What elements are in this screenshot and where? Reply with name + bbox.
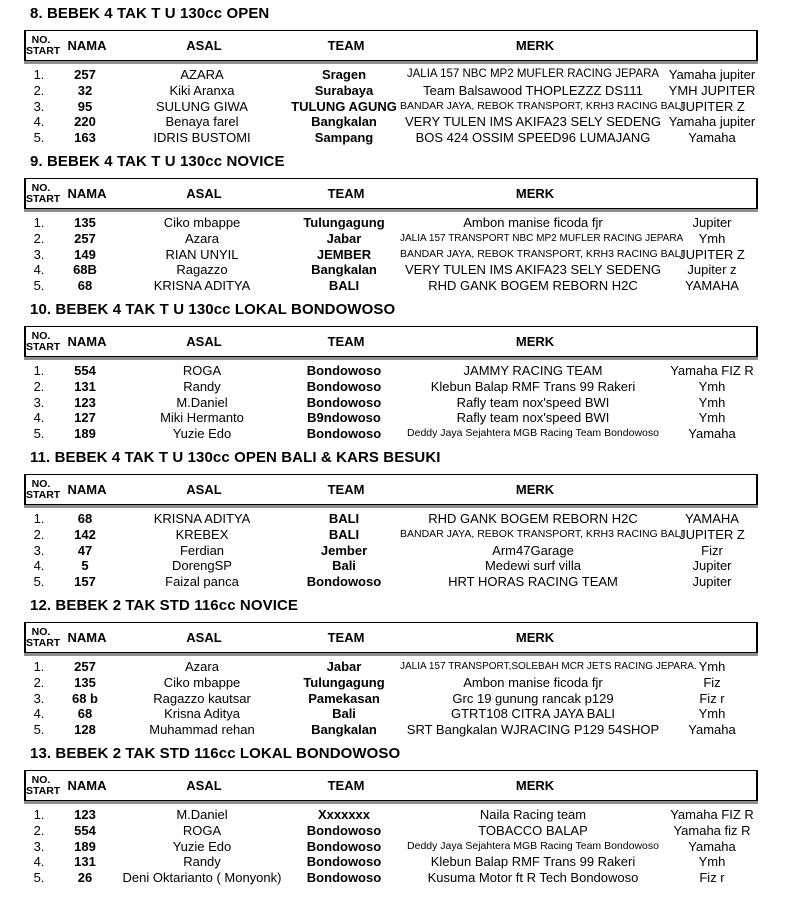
column-header-team: TEAM xyxy=(327,777,365,793)
column-header-asal: ASAL xyxy=(186,37,222,53)
table-row xyxy=(24,574,758,590)
cell-row-number: 5. xyxy=(33,278,45,294)
column-header-no: NO. xyxy=(31,773,51,786)
column-header-start: START xyxy=(26,636,61,649)
cell-merk: Ymh xyxy=(698,854,726,870)
column-header-start: START xyxy=(26,192,61,205)
cell-team: JALIA 157 TRANSPORT NBC MP2 MUFLER RACING JEPARA xyxy=(400,233,684,245)
cell-nama: Ragazzo xyxy=(176,262,228,278)
table-header-row xyxy=(24,622,758,653)
table-row xyxy=(24,675,758,691)
section-title: 13. BEBEK 2 TAK STD 116cc LOKAL BONDOWOSO xyxy=(30,745,401,762)
cell-row-number: 2. xyxy=(33,823,45,839)
cell-merk: Yamaha xyxy=(688,130,736,146)
column-header-no: NO. xyxy=(31,33,51,46)
cell-asal: Bondowoso xyxy=(306,854,382,870)
column-header-no-start xyxy=(26,773,61,797)
cell-asal: TULUNG AGUNG xyxy=(291,98,397,114)
race-class-section xyxy=(24,744,800,892)
cell-team: Ambon manise ficoda fjr xyxy=(463,215,603,231)
cell-no-start: 127 xyxy=(74,410,96,426)
cell-team: VERY TULEN IMS AKIFA23 SELY SEDENG xyxy=(404,114,662,130)
cell-asal: Sragen xyxy=(321,67,367,83)
cell-asal: Bali xyxy=(332,706,356,722)
cell-team: Team Balsawood THOPLEZZZ DS111 xyxy=(423,83,643,99)
cell-asal: Bangkalan xyxy=(311,262,377,278)
entry-table xyxy=(24,30,758,145)
cell-no-start: 68 xyxy=(77,706,93,722)
table-row xyxy=(24,542,758,558)
cell-no-start: 68 xyxy=(77,511,93,527)
cell-asal: Tulungagung xyxy=(303,215,385,231)
table-row xyxy=(24,706,758,722)
column-header-no-start xyxy=(26,329,61,353)
cell-nama: DorengSP xyxy=(172,558,232,574)
column-header-nama: NAMA xyxy=(67,629,107,645)
cell-merk: Yamaha FIZ R xyxy=(670,363,754,379)
cell-no-start: 68 b xyxy=(71,690,98,706)
cell-row-number: 2. xyxy=(33,379,45,395)
cell-nama: ROGA xyxy=(182,363,222,379)
cell-asal: Pamekasan xyxy=(308,690,380,706)
table-row xyxy=(24,426,758,442)
cell-no-start: 68 xyxy=(77,278,93,294)
cell-no-start: 554 xyxy=(74,823,96,839)
cell-team: JALIA 157 NBC MP2 MUFLER RACING JEPARA xyxy=(406,68,660,81)
cell-team: Ambon manise ficoda fjr xyxy=(463,675,603,691)
cell-nama: Ferdian xyxy=(179,542,225,558)
cell-team: Arm47Garage xyxy=(492,542,574,558)
column-header-nama: NAMA xyxy=(67,37,107,53)
cell-merk: JUPITER Z xyxy=(679,98,745,114)
cell-asal: Bondowoso xyxy=(306,823,382,839)
cell-merk: Yamaha jupiter xyxy=(668,114,756,130)
table-row xyxy=(24,854,758,870)
cell-merk: JUPITER Z xyxy=(679,246,745,262)
entry-table xyxy=(24,326,758,441)
table-header-row xyxy=(24,178,758,209)
cell-asal: Tulungagung xyxy=(303,675,385,691)
cell-row-number: 1. xyxy=(33,363,45,379)
cell-merk: Yamaha jupiter xyxy=(668,67,756,83)
cell-merk: Jupiter z xyxy=(687,262,737,278)
cell-nama: M.Daniel xyxy=(176,394,228,410)
section-title: 11. BEBEK 4 TAK T U 130cc OPEN BALI & KARS BESUKI xyxy=(30,449,441,466)
table-row xyxy=(24,114,758,130)
cell-nama: ROGA xyxy=(182,823,222,839)
table-row xyxy=(24,807,758,823)
cell-row-number: 3. xyxy=(33,690,45,706)
cell-row-number: 4. xyxy=(33,706,45,722)
column-header-asal: ASAL xyxy=(186,629,222,645)
table-row xyxy=(24,722,758,738)
cell-no-start: 26 xyxy=(77,870,93,886)
cell-nama: Ciko mbappe xyxy=(163,675,241,691)
table-row xyxy=(24,410,758,426)
table-row xyxy=(24,246,758,262)
table-row xyxy=(24,130,758,146)
cell-no-start: 131 xyxy=(74,854,96,870)
column-header-nama: NAMA xyxy=(67,481,107,497)
cell-no-start: 157 xyxy=(74,574,96,590)
cell-row-number: 2. xyxy=(33,83,45,99)
column-header-merk: MERK xyxy=(515,333,555,349)
cell-no-start: 123 xyxy=(74,807,96,823)
cell-asal: JEMBER xyxy=(316,246,372,262)
cell-row-number: 4. xyxy=(33,558,45,574)
cell-nama: Ragazzo kautsar xyxy=(153,690,251,706)
cell-team: JALIA 157 TRANSPORT,SOLEBAH MCR JETS RACING JEPARA. xyxy=(400,661,697,673)
cell-no-start: 68B xyxy=(73,262,97,278)
cell-team: Deddy Jaya Sejahtera MGB Racing Team Bondowoso xyxy=(407,427,659,440)
table-header-row xyxy=(24,770,758,801)
column-header-no: NO. xyxy=(31,625,51,638)
cell-no-start: 257 xyxy=(74,67,96,83)
cell-no-start: 189 xyxy=(74,426,96,442)
table-row xyxy=(24,83,758,99)
cell-merk: YMH JUPITER xyxy=(668,83,756,99)
cell-nama: AZARA xyxy=(180,67,224,83)
cell-row-number: 1. xyxy=(33,511,45,527)
column-header-nama: NAMA xyxy=(67,333,107,349)
table-body xyxy=(24,360,758,441)
cell-row-number: 3. xyxy=(33,98,45,114)
column-header-no: NO. xyxy=(31,477,51,490)
cell-asal: Jember xyxy=(320,542,368,558)
cell-merk: JUPITER Z xyxy=(679,527,745,543)
cell-no-start: 47 xyxy=(77,542,93,558)
entry-table xyxy=(24,770,758,885)
cell-no-start: 163 xyxy=(74,130,96,146)
cell-no-start: 257 xyxy=(74,231,96,247)
cell-merk: Yamaha xyxy=(688,426,736,442)
cell-merk: Yamaha xyxy=(688,722,736,738)
table-body xyxy=(24,804,758,885)
table-row xyxy=(24,379,758,395)
cell-no-start: 220 xyxy=(74,114,96,130)
cell-row-number: 1. xyxy=(33,659,45,675)
cell-merk: YAMAHA xyxy=(685,278,739,294)
cell-merk: Fizr xyxy=(701,542,723,558)
table-row xyxy=(24,870,758,886)
cell-asal: Bondowoso xyxy=(306,574,382,590)
cell-merk: Yamaha FIZ R xyxy=(670,807,754,823)
cell-asal: Jabar xyxy=(326,659,362,675)
cell-no-start: 142 xyxy=(74,527,96,543)
cell-row-number: 5. xyxy=(33,426,45,442)
cell-merk: Fiz xyxy=(703,675,721,691)
column-header-no-start xyxy=(26,477,61,501)
cell-no-start: 123 xyxy=(74,394,96,410)
cell-asal: Bondowoso xyxy=(306,838,382,854)
table-row xyxy=(24,67,758,83)
cell-row-number: 4. xyxy=(33,854,45,870)
cell-team: Kusuma Motor ft R Tech Bondowoso xyxy=(427,870,639,886)
column-header-asal: ASAL xyxy=(186,777,222,793)
table-body xyxy=(24,656,758,737)
table-row xyxy=(24,838,758,854)
column-header-team: TEAM xyxy=(327,185,365,201)
race-class-section xyxy=(24,300,800,448)
race-class-section xyxy=(24,152,800,300)
table-row xyxy=(24,262,758,278)
cell-team: RHD GANK BOGEM REBORN H2C xyxy=(428,511,638,527)
cell-no-start: 131 xyxy=(74,379,96,395)
cell-team: Rafly team nox'speed BWI xyxy=(456,410,610,426)
column-header-nama: NAMA xyxy=(67,777,107,793)
cell-asal: Surabaya xyxy=(314,83,374,99)
race-class-section xyxy=(24,448,800,596)
cell-team: Klebun Balap RMF Trans 99 Rakeri xyxy=(430,379,636,395)
cell-merk: Ymh xyxy=(698,706,726,722)
cell-merk: Ymh xyxy=(698,394,726,410)
cell-row-number: 3. xyxy=(33,246,45,262)
cell-asal: B9ndowoso xyxy=(307,410,381,426)
cell-merk: Fiz r xyxy=(699,870,725,886)
cell-row-number: 5. xyxy=(33,870,45,886)
cell-no-start: 128 xyxy=(74,722,96,738)
table-row xyxy=(24,363,758,379)
cell-nama: Miki Hermanto xyxy=(160,410,244,426)
cell-nama: Randy xyxy=(183,854,221,870)
cell-asal: Bondowoso xyxy=(306,379,382,395)
cell-asal: Bondowoso xyxy=(306,870,382,886)
cell-nama: Yuzie Edo xyxy=(172,426,232,442)
column-header-no-start xyxy=(26,181,61,205)
column-header-team: TEAM xyxy=(327,629,365,645)
cell-asal: Xxxxxxx xyxy=(317,807,371,823)
cell-merk: Jupiter xyxy=(692,215,732,231)
table-row xyxy=(24,558,758,574)
cell-no-start: 135 xyxy=(74,675,96,691)
column-header-no: NO. xyxy=(31,329,51,342)
cell-merk: Ymh xyxy=(698,231,726,247)
cell-row-number: 2. xyxy=(33,527,45,543)
cell-merk: Jupiter xyxy=(692,558,732,574)
cell-asal: BALI xyxy=(328,278,360,294)
table-header-row xyxy=(24,326,758,357)
cell-nama: Azara xyxy=(185,231,219,247)
entry-table xyxy=(24,178,758,293)
column-header-start: START xyxy=(26,488,61,501)
cell-team: Medewi surf villa xyxy=(484,558,582,574)
cell-no-start: 149 xyxy=(74,246,96,262)
cell-asal: Bondowoso xyxy=(306,426,382,442)
cell-row-number: 1. xyxy=(33,67,45,83)
cell-row-number: 5. xyxy=(33,722,45,738)
column-header-merk: MERK xyxy=(515,185,555,201)
cell-team: BANDAR JAYA, REBOK TRANSPORT, KRH3 RACING BALI xyxy=(400,528,684,541)
cell-nama: Faizal panca xyxy=(165,574,239,590)
cell-nama: Randy xyxy=(183,379,221,395)
cell-team: JAMMY RACING TEAM xyxy=(463,363,603,379)
cell-row-number: 1. xyxy=(33,807,45,823)
cell-nama: Muhammad rehan xyxy=(149,722,255,738)
cell-team: Deddy Jaya Sejahtera MGB Racing Team Bondowoso xyxy=(407,839,659,852)
table-body xyxy=(24,212,758,293)
cell-nama: Ciko mbappe xyxy=(163,215,241,231)
table-row xyxy=(24,659,758,675)
cell-no-start: 135 xyxy=(74,215,96,231)
table-row xyxy=(24,278,758,294)
cell-asal: Bangkalan xyxy=(311,114,377,130)
cell-nama: KRISNA ADITYA xyxy=(153,278,251,294)
column-header-start: START xyxy=(26,784,61,797)
cell-asal: Bondowoso xyxy=(306,394,382,410)
table-row xyxy=(24,215,758,231)
cell-nama: IDRIS BUSTOMI xyxy=(153,130,251,146)
cell-nama: RIAN UNYIL xyxy=(165,246,239,262)
entry-table xyxy=(24,622,758,737)
cell-team: SRT Bangkalan WJRACING P129 54SHOP xyxy=(406,722,660,738)
section-title: 12. BEBEK 2 TAK STD 116cc NOVICE xyxy=(30,597,299,614)
table-row xyxy=(24,527,758,543)
table-row xyxy=(24,231,758,247)
cell-no-start: 257 xyxy=(74,659,96,675)
entry-table xyxy=(24,474,758,589)
cell-team: Naila Racing team xyxy=(479,807,587,823)
table-row xyxy=(24,98,758,114)
cell-team: BOS 424 OSSIM SPEED96 LUMAJANG xyxy=(415,130,651,146)
cell-nama: SULUNG GIWA xyxy=(156,98,248,114)
cell-team: RHD GANK BOGEM REBORN H2C xyxy=(428,278,638,294)
column-header-start: START xyxy=(26,44,61,57)
cell-team: BANDAR JAYA, REBOK TRANSPORT, KRH3 RACING BALI xyxy=(400,247,684,260)
column-header-merk: MERK xyxy=(515,629,555,645)
column-header-merk: MERK xyxy=(515,481,555,497)
cell-asal: Jabar xyxy=(326,231,362,247)
cell-team: Rafly team nox'speed BWI xyxy=(456,394,610,410)
column-header-nama: NAMA xyxy=(67,185,107,201)
column-header-no-start xyxy=(26,33,61,57)
cell-no-start: 189 xyxy=(74,838,96,854)
cell-asal: Sampang xyxy=(314,130,374,146)
cell-team: HRT HORAS RACING TEAM xyxy=(448,574,618,590)
cell-merk: Ymh xyxy=(698,379,726,395)
cell-row-number: 4. xyxy=(33,410,45,426)
column-header-no-start xyxy=(26,625,61,649)
cell-row-number: 3. xyxy=(33,542,45,558)
table-row xyxy=(24,690,758,706)
cell-row-number: 2. xyxy=(33,675,45,691)
section-title: 8. BEBEK 4 TAK T U 130cc OPEN xyxy=(30,5,270,22)
column-header-asal: ASAL xyxy=(186,185,222,201)
column-header-team: TEAM xyxy=(327,481,365,497)
cell-asal: Bali xyxy=(332,558,356,574)
cell-nama: Krisna Aditya xyxy=(164,706,240,722)
table-body xyxy=(24,64,758,145)
section-title: 9. BEBEK 4 TAK T U 130cc NOVICE xyxy=(30,153,285,170)
cell-asal: BALI xyxy=(328,511,360,527)
column-header-merk: MERK xyxy=(515,37,555,53)
cell-merk: YAMAHA xyxy=(685,511,739,527)
column-header-team: TEAM xyxy=(327,37,365,53)
column-header-asal: ASAL xyxy=(186,481,222,497)
cell-merk: Fiz r xyxy=(699,690,725,706)
cell-row-number: 5. xyxy=(33,574,45,590)
cell-row-number: 1. xyxy=(33,215,45,231)
column-header-asal: ASAL xyxy=(186,333,222,349)
cell-row-number: 2. xyxy=(33,231,45,247)
column-header-merk: MERK xyxy=(515,777,555,793)
cell-asal: Bangkalan xyxy=(311,722,377,738)
cell-merk: Ymh xyxy=(698,659,726,675)
table-row xyxy=(24,394,758,410)
cell-no-start: 5 xyxy=(81,558,89,574)
cell-row-number: 3. xyxy=(33,838,45,854)
cell-row-number: 4. xyxy=(33,262,45,278)
cell-team: BANDAR JAYA, REBOK TRANSPORT, KRH3 RACING BALI xyxy=(400,99,684,112)
cell-team: Klebun Balap RMF Trans 99 Rakeri xyxy=(430,854,636,870)
cell-no-start: 95 xyxy=(77,98,93,114)
section-title: 10. BEBEK 4 TAK T U 130cc LOKAL BONDOWOSO xyxy=(30,301,396,318)
cell-merk: Jupiter xyxy=(692,574,732,590)
cell-merk: Ymh xyxy=(698,410,726,426)
table-header-row xyxy=(24,474,758,505)
table-header-row xyxy=(24,30,758,61)
race-class-section xyxy=(24,596,800,744)
cell-row-number: 3. xyxy=(33,394,45,410)
table-row xyxy=(24,511,758,527)
cell-team: GTRT108 CITRA JAYA BALI xyxy=(450,706,615,722)
column-header-team: TEAM xyxy=(327,333,365,349)
cell-nama: Benaya farel xyxy=(165,114,239,130)
cell-nama: M.Daniel xyxy=(176,807,228,823)
cell-nama: Deni Oktarianto ( Monyonk) xyxy=(122,870,282,886)
cell-row-number: 4. xyxy=(33,114,45,130)
table-row xyxy=(24,823,758,839)
cell-nama: KREBEX xyxy=(175,527,229,543)
cell-team: VERY TULEN IMS AKIFA23 SELY SEDENG xyxy=(404,262,662,278)
cell-team: Grc 19 gunung rancak p129 xyxy=(452,690,614,706)
cell-nama: KRISNA ADITYA xyxy=(153,511,251,527)
column-header-no: NO. xyxy=(31,181,51,194)
cell-row-number: 5. xyxy=(33,130,45,146)
column-header-start: START xyxy=(26,340,61,353)
cell-nama: Yuzie Edo xyxy=(172,838,232,854)
cell-no-start: 32 xyxy=(77,83,93,99)
cell-asal: Bondowoso xyxy=(306,363,382,379)
cell-nama: Kiki Aranxa xyxy=(169,83,235,99)
cell-nama: Azara xyxy=(185,659,219,675)
cell-merk: Yamaha fiz R xyxy=(673,823,751,839)
cell-merk: Yamaha xyxy=(688,838,736,854)
cell-team: TOBACCO BALAP xyxy=(478,823,588,839)
cell-no-start: 554 xyxy=(74,363,96,379)
table-body xyxy=(24,508,758,589)
race-class-section xyxy=(24,4,800,152)
cell-asal: BALI xyxy=(328,527,360,543)
